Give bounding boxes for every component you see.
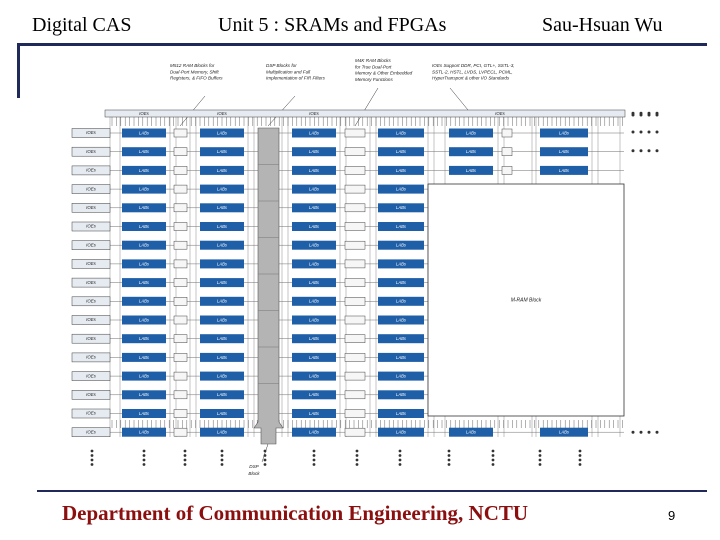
continuation-dot bbox=[221, 459, 224, 462]
lab-label: LABs bbox=[558, 429, 570, 435]
top-ioe-label-2: IOEs bbox=[217, 110, 227, 116]
lab-label: LABs bbox=[308, 317, 320, 323]
continuation-dot bbox=[399, 463, 402, 466]
continuation-dot bbox=[448, 450, 451, 453]
continuation-dot bbox=[356, 459, 359, 462]
continuation-dot bbox=[448, 454, 451, 457]
lab-label: LABs bbox=[216, 317, 228, 323]
continuation-dot bbox=[648, 149, 651, 152]
lab-label: LABs bbox=[138, 354, 150, 360]
lab-label: LABs bbox=[216, 167, 228, 173]
continuation-dot bbox=[492, 459, 495, 462]
lab-label: LABs bbox=[138, 298, 150, 304]
lab-label: LABs bbox=[216, 280, 228, 286]
lab-label: LABs bbox=[138, 392, 150, 398]
m512-ram-block bbox=[345, 204, 365, 212]
lab-label: LABs bbox=[308, 186, 320, 192]
lab-label: LABs bbox=[138, 261, 150, 267]
lab-label: LABs bbox=[308, 205, 320, 211]
lab-label: LABs bbox=[216, 429, 228, 435]
lab-label: LABs bbox=[395, 336, 407, 342]
continuation-dot bbox=[640, 131, 643, 134]
dsp-block-label-line-2: Block bbox=[248, 471, 260, 477]
continuation-dot bbox=[91, 450, 94, 453]
continuation-dot bbox=[648, 131, 651, 134]
continuation-dot bbox=[184, 450, 187, 453]
lab-label: LABs bbox=[395, 429, 407, 435]
left-ioe-label: IOEs bbox=[86, 223, 96, 229]
left-ioe-label: IOEs bbox=[86, 335, 96, 341]
left-ioe-label: IOEs bbox=[86, 167, 96, 173]
continuation-dot bbox=[448, 463, 451, 466]
lab-label: LABs bbox=[216, 130, 228, 136]
continuation-dot bbox=[399, 454, 402, 457]
callout-dsp-line-2: Multiplication and Full bbox=[266, 69, 311, 75]
lab-label: LABs bbox=[138, 242, 150, 248]
m512-ram-block bbox=[174, 204, 187, 212]
left-ioe-label: IOEs bbox=[86, 242, 96, 248]
m512-ram-block bbox=[345, 148, 365, 156]
continuation-dot bbox=[221, 450, 224, 453]
lab-label: LABs bbox=[395, 261, 407, 267]
m512-ram-block bbox=[345, 353, 365, 361]
dsp-block-label-line-1: DSP bbox=[249, 464, 259, 470]
lab-label: LABs bbox=[138, 205, 150, 211]
continuation-dot bbox=[448, 459, 451, 462]
continuation-dot bbox=[640, 431, 643, 434]
m512-ram-block bbox=[174, 335, 187, 343]
m512-ram-block bbox=[345, 428, 365, 436]
top-ioe-label-3: IOEs bbox=[309, 110, 319, 116]
continuation-dot bbox=[648, 114, 651, 117]
continuation-dot bbox=[492, 463, 495, 466]
lab-label: LABs bbox=[395, 280, 407, 286]
continuation-dot bbox=[313, 463, 316, 466]
lab-label: LABs bbox=[216, 205, 228, 211]
lab-label: LABs bbox=[216, 298, 228, 304]
lab-label: LABs bbox=[308, 167, 320, 173]
lab-label: LABs bbox=[216, 373, 228, 379]
lab-label: LABs bbox=[308, 336, 320, 342]
m512-ram-block bbox=[174, 316, 187, 324]
m4k-ram-block bbox=[502, 129, 512, 137]
callout-dsp-line-1: DSP Blocks for bbox=[266, 63, 297, 69]
lab-label: LABs bbox=[216, 261, 228, 267]
lab-label: LABs bbox=[395, 317, 407, 323]
left-ioe-label: IOEs bbox=[86, 148, 96, 154]
continuation-dot bbox=[539, 450, 542, 453]
continuation-dot bbox=[539, 463, 542, 466]
continuation-dot bbox=[492, 450, 495, 453]
callout-ioe-line-3: HyperTransport & other I/O Standards bbox=[432, 75, 510, 81]
lab-label: LABs bbox=[308, 354, 320, 360]
m512-ram-block bbox=[174, 297, 187, 305]
m512-ram-block bbox=[345, 372, 365, 380]
continuation-dot bbox=[221, 454, 224, 457]
header-unit-title: Unit 5 : SRAMs and FPGAs bbox=[218, 14, 447, 36]
continuation-dot bbox=[539, 454, 542, 457]
continuation-dot bbox=[640, 114, 643, 117]
lab-label: LABs bbox=[558, 130, 570, 136]
lab-label: LABs bbox=[395, 373, 407, 379]
lab-label: LABs bbox=[395, 149, 407, 155]
continuation-dot bbox=[184, 463, 187, 466]
continuation-dot bbox=[579, 450, 582, 453]
callout-leader-line bbox=[450, 88, 468, 110]
lab-label: LABs bbox=[395, 130, 407, 136]
page-number: 9 bbox=[668, 508, 676, 523]
m512-ram-block bbox=[345, 316, 365, 324]
callout-ioe-line-1: IOEs Support DDR, PCI, GTL+, SSTL-3, bbox=[432, 63, 515, 69]
continuation-dot bbox=[264, 450, 267, 453]
lab-label: LABs bbox=[308, 223, 320, 229]
lab-label: LABs bbox=[138, 336, 150, 342]
continuation-dot bbox=[184, 459, 187, 462]
m512-ram-block bbox=[174, 260, 187, 268]
continuation-dot bbox=[184, 454, 187, 457]
continuation-dot bbox=[632, 114, 635, 117]
continuation-dot bbox=[313, 454, 316, 457]
top-ioe-label-1: IOEs bbox=[139, 110, 149, 116]
continuation-dot bbox=[143, 450, 146, 453]
lab-label: LABs bbox=[138, 429, 150, 435]
lab-label: LABs bbox=[308, 429, 320, 435]
left-ioe-label: IOEs bbox=[86, 130, 96, 136]
left-ioe-label: IOEs bbox=[86, 429, 96, 435]
dsp-block-column bbox=[254, 128, 283, 444]
lab-label: LABs bbox=[465, 167, 477, 173]
continuation-dot bbox=[579, 454, 582, 457]
lab-label: LABs bbox=[308, 298, 320, 304]
m512-ram-block bbox=[345, 223, 365, 231]
left-ioe-label: IOEs bbox=[86, 298, 96, 304]
continuation-dot bbox=[656, 131, 659, 134]
lab-label: LABs bbox=[395, 298, 407, 304]
continuation-dot bbox=[264, 463, 267, 466]
lab-label: LABs bbox=[395, 186, 407, 192]
lab-label: LABs bbox=[216, 354, 228, 360]
header-course-title: Digital CAS bbox=[32, 14, 132, 36]
m512-ram-block bbox=[345, 279, 365, 287]
m512-ram-block bbox=[345, 335, 365, 343]
header-author: Sau-Hsuan Wu bbox=[542, 14, 663, 36]
m-ram-block-label: M-RAM Block bbox=[510, 297, 542, 304]
lab-label: LABs bbox=[216, 186, 228, 192]
top-ioe-label-4: IOEs bbox=[495, 110, 505, 116]
lab-label: LABs bbox=[395, 223, 407, 229]
footer-department: Department of Communication Engineering, NCTU bbox=[62, 501, 529, 525]
lab-label: LABs bbox=[138, 223, 150, 229]
m512-ram-block bbox=[174, 410, 187, 418]
lab-label: LABs bbox=[138, 280, 150, 286]
continuation-dot bbox=[356, 463, 359, 466]
lab-label: LABs bbox=[216, 336, 228, 342]
top-ioe-bar bbox=[105, 110, 625, 117]
callout-m512-line-3: Registers, & FIFO Buffers bbox=[170, 75, 223, 81]
lab-label: LABs bbox=[465, 429, 477, 435]
continuation-dot bbox=[579, 459, 582, 462]
lab-label: LABs bbox=[395, 167, 407, 173]
continuation-dot bbox=[264, 459, 267, 462]
left-ioe-label: IOEs bbox=[86, 261, 96, 267]
lab-label: LABs bbox=[395, 205, 407, 211]
m512-ram-block bbox=[174, 148, 187, 156]
lab-label: LABs bbox=[308, 392, 320, 398]
left-ioe-label: IOEs bbox=[86, 204, 96, 210]
lab-label: LABs bbox=[308, 410, 320, 416]
callout-m4k-line-2: for True Dual-Port bbox=[355, 64, 392, 70]
m512-ram-block bbox=[174, 241, 187, 249]
continuation-dot bbox=[356, 450, 359, 453]
continuation-dot bbox=[579, 463, 582, 466]
continuation-dot bbox=[399, 459, 402, 462]
continuation-dot bbox=[143, 459, 146, 462]
lab-label: LABs bbox=[395, 392, 407, 398]
lab-label: LABs bbox=[465, 130, 477, 136]
lab-label: LABs bbox=[138, 317, 150, 323]
lab-label: LABs bbox=[138, 373, 150, 379]
lab-label: LABs bbox=[558, 167, 570, 173]
m512-ram-block bbox=[174, 185, 187, 193]
left-ioe-label: IOEs bbox=[86, 373, 96, 379]
m512-ram-block bbox=[345, 410, 365, 418]
lab-label: LABs bbox=[138, 167, 150, 173]
m512-ram-block bbox=[174, 372, 187, 380]
lab-label: LABs bbox=[216, 242, 228, 248]
continuation-dot bbox=[143, 454, 146, 457]
lab-label: LABs bbox=[308, 242, 320, 248]
continuation-dot bbox=[221, 463, 224, 466]
continuation-dot bbox=[648, 431, 651, 434]
callout-leader-line bbox=[355, 88, 378, 126]
continuation-dot bbox=[91, 463, 94, 466]
lab-label: LABs bbox=[216, 392, 228, 398]
left-ioe-label: IOEs bbox=[86, 279, 96, 285]
continuation-dot bbox=[313, 450, 316, 453]
continuation-dot bbox=[143, 463, 146, 466]
lab-label: LABs bbox=[395, 354, 407, 360]
callout-m4k-line-1: M4K RAM Blocks bbox=[355, 58, 391, 64]
continuation-dot bbox=[632, 149, 635, 152]
left-ioe-label: IOEs bbox=[86, 354, 96, 360]
m512-ram-block bbox=[174, 391, 187, 399]
lab-label: LABs bbox=[308, 149, 320, 155]
continuation-dot bbox=[399, 450, 402, 453]
lab-label: LABs bbox=[308, 280, 320, 286]
lab-label: LABs bbox=[138, 149, 150, 155]
continuation-dot bbox=[313, 459, 316, 462]
m512-ram-block bbox=[174, 428, 187, 436]
lab-label: LABs bbox=[216, 223, 228, 229]
lab-label: LABs bbox=[395, 242, 407, 248]
m4k-ram-block bbox=[502, 148, 512, 156]
lab-label: LABs bbox=[138, 186, 150, 192]
m4k-ram-block bbox=[502, 166, 512, 174]
continuation-dot bbox=[656, 149, 659, 152]
m512-ram-block bbox=[174, 353, 187, 361]
callout-m512-line-1: M512 RAM Blocks for bbox=[170, 63, 215, 69]
continuation-dot bbox=[632, 131, 635, 134]
left-ioe-label: IOEs bbox=[86, 186, 96, 192]
continuation-dot bbox=[539, 459, 542, 462]
callout-m4k-line-3: Memory & Other Embedded bbox=[355, 70, 413, 76]
continuation-dot bbox=[91, 454, 94, 457]
lab-label: LABs bbox=[216, 410, 228, 416]
m512-ram-block bbox=[345, 297, 365, 305]
lab-label: LABs bbox=[138, 410, 150, 416]
callout-ioe-line-2: SSTL-2, HSTL, LVDS, LVPECL, PCML, bbox=[432, 69, 513, 75]
m512-ram-block bbox=[174, 223, 187, 231]
left-ioe-label: IOEs bbox=[86, 391, 96, 397]
left-ioe-label: IOEs bbox=[86, 410, 96, 416]
continuation-dot bbox=[656, 114, 659, 117]
lab-label: LABs bbox=[138, 130, 150, 136]
m512-ram-block bbox=[174, 279, 187, 287]
m512-ram-block bbox=[345, 391, 365, 399]
left-ioe-label: IOEs bbox=[86, 317, 96, 323]
continuation-dot bbox=[91, 459, 94, 462]
m512-ram-block bbox=[174, 166, 187, 174]
lab-label: LABs bbox=[216, 149, 228, 155]
m512-ram-block bbox=[345, 166, 365, 174]
continuation-dot bbox=[492, 454, 495, 457]
m512-ram-block bbox=[345, 241, 365, 249]
continuation-dot bbox=[264, 454, 267, 457]
callout-dsp-line-3: Implementation of FIR Filters bbox=[266, 75, 325, 81]
continuation-dot bbox=[656, 431, 659, 434]
lab-label: LABs bbox=[558, 149, 570, 155]
continuation-dot bbox=[640, 149, 643, 152]
lab-label: LABs bbox=[308, 261, 320, 267]
continuation-dot bbox=[632, 431, 635, 434]
m512-ram-block bbox=[345, 185, 365, 193]
m512-ram-block bbox=[345, 129, 365, 137]
continuation-dot bbox=[356, 454, 359, 457]
m512-ram-block bbox=[345, 260, 365, 268]
lab-label: LABs bbox=[308, 130, 320, 136]
lab-label: LABs bbox=[395, 410, 407, 416]
lab-label: LABs bbox=[308, 373, 320, 379]
callout-m4k-line-4: Memory Functions bbox=[355, 76, 393, 82]
callout-m512-line-2: Dual-Port Memory, Shift bbox=[170, 69, 219, 75]
m512-ram-block bbox=[174, 129, 187, 137]
lab-label: LABs bbox=[465, 149, 477, 155]
